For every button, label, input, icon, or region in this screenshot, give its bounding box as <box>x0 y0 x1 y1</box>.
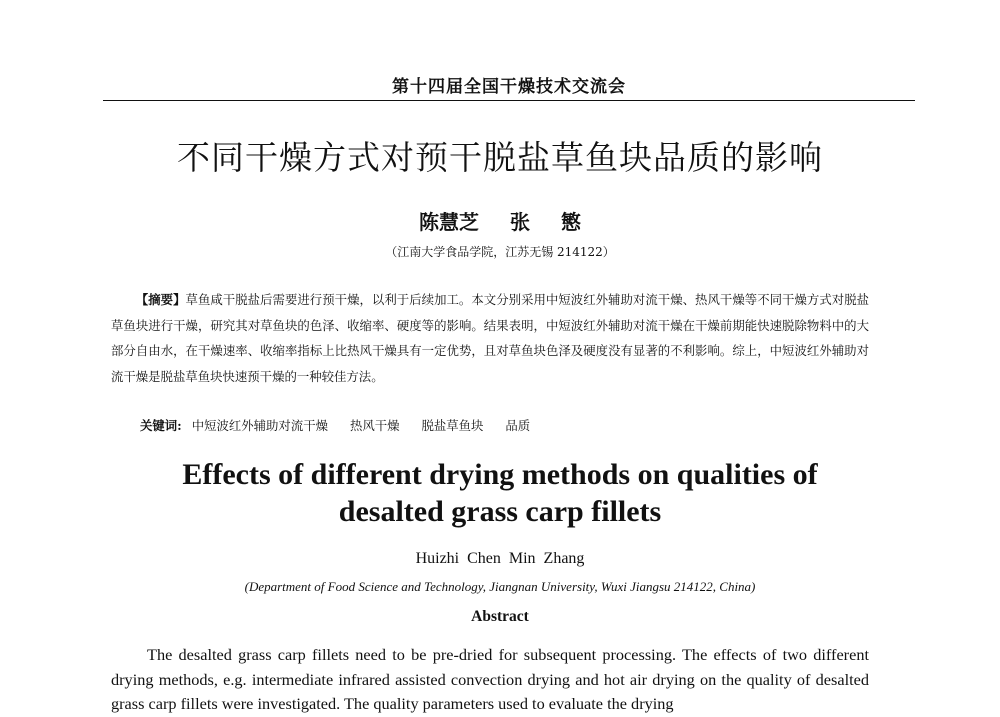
keyword: 热风干燥 <box>349 418 400 433</box>
chinese-keywords <box>140 416 870 434</box>
conference-header: 第十四届全国干燥技术交流会 <box>392 77 626 97</box>
keyword: 脱盐草鱼块 <box>421 418 484 433</box>
english-abstract: The desalted grass carp fillets need to be pre-dried for subsequent processing. The effects of two different drying methods, e.g. intermediate infrared assisted convection drying and hot air drying on the quality of desalted grass carp fillets were investigated. The quality parameters used to evaluate the drying <box>111 645 869 713</box>
header-divider <box>103 100 915 101</box>
keyword: 中短波红外辅助对流干燥 <box>191 418 328 433</box>
chinese-affiliation: （江南大学食品学院，江苏无锡 214122） <box>385 245 615 259</box>
author-2: 张 慜 <box>510 210 581 234</box>
english-abstract-heading: Abstract <box>471 608 529 625</box>
abstract-text: 草鱼咸干脱盐后需要进行预干燥，以利于后续加工。本文分别采用中短波红外辅助对流干燥、热风干燥等不同干燥方式对脱盐草鱼块进行干燥，研究其对草鱼块的色泽、收缩率、硬度等的影响。结果表明，中短波红外辅助对流干燥在干燥前期能快速脱除物料中的大部分自由水，在干燥速率、收缩率指标上比热风干燥具有一定优势，且对草鱼块色泽及硬度没有显著的不利影响。综上，中短波红外辅助对流干燥是脱盐草鱼块快速预干燥的一种较佳方法。 <box>111 292 870 384</box>
chinese-abstract <box>111 287 869 389</box>
english-title-line-2: desalted grass carp fillets <box>338 495 662 528</box>
english-title <box>100 456 900 530</box>
english-affiliation: (Department of Food Science and Technology, Jiangnan University, Wuxi Jiangsu 214122, China) <box>244 579 756 594</box>
abstract-label: 【摘要】 <box>135 292 186 307</box>
english-title-line-1: Effects of different drying methods on qualities of <box>182 458 818 491</box>
english-authors: Huizhi Chen Min Zhang <box>415 550 585 567</box>
keyword: 品质 <box>505 418 531 433</box>
chinese-authors <box>100 206 900 235</box>
chinese-title: 不同干燥方式对预干脱盐草鱼块品质的影响 <box>177 138 823 177</box>
author-1: 陈慧芝 <box>419 210 480 234</box>
keywords-label: 关键词: <box>140 418 182 433</box>
